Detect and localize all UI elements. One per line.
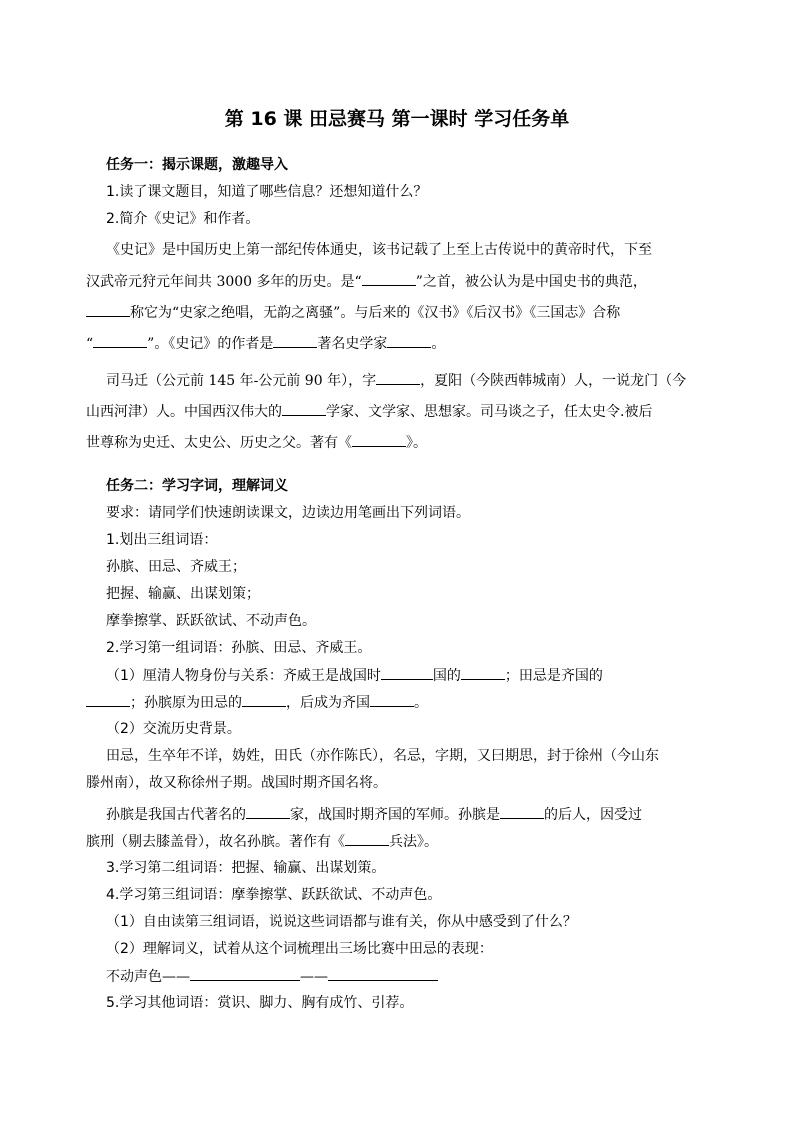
blank-15[interactable] — [500, 805, 544, 819]
word-group-1: 孙膑、田忌、齐威王； — [106, 559, 246, 575]
blank-13[interactable] — [370, 693, 414, 707]
blank-14[interactable] — [246, 805, 290, 819]
blank-1[interactable] — [362, 272, 416, 286]
blank-12[interactable] — [242, 693, 286, 707]
blank-2[interactable] — [86, 303, 130, 317]
author-intro-line-1: 司马迁（公元前 145 年-公元前 90 年），字 ，夏阳（今陕西韩城南）人，一说龙门（今 — [106, 373, 687, 389]
word-group-2: 把握、输赢、出谋划策； — [106, 586, 260, 602]
tianji-intro-line-1: 田忌，生卒年不详，妫姓，田氏（亦作陈氏），名忌，字期，又曰期思，封于徐州（今山东 — [106, 748, 659, 764]
word-group-3: 摩拳擦掌、跃跃欲试、不动声色。 — [106, 613, 316, 629]
sunbin-intro-line-1: 孙膑是我国古代著名的 家，战国时期齐国的军师。孙膑是 的后人，因受过 — [106, 807, 642, 823]
task2-step-4: 4.学习第三组词语：摩拳擦掌、跃跃欲试、不动声色。 — [106, 887, 442, 903]
page-title: 第 16 课 田忌赛马 第一课时 学习任务单 — [224, 108, 570, 130]
task1-question-2: 2.简介《史记》和作者。 — [106, 211, 260, 227]
step4-sub-2: （2）理解词义，试着从这个词梳理出三场比赛中田忌的表现： — [106, 941, 493, 957]
task2-step-3: 3.学习第二组词语：把握、输赢、出谋划策。 — [106, 860, 386, 876]
blank-18[interactable] — [328, 967, 438, 981]
author-intro-line-2: 山西河津）人。中国西汉伟大的 学家、文学家、思想家。司马谈之子，任太史令.被后 — [86, 404, 653, 420]
step2-sub-2: （2）交流历史背景。 — [106, 721, 241, 737]
blank-11[interactable] — [86, 693, 130, 707]
blank-5[interactable] — [387, 334, 431, 348]
step2-sub-1-line-2: ；孙膑原为田忌的 ，后成为齐国 。 — [86, 693, 428, 712]
step4-answer-line: 不动声色—— —— — [106, 967, 438, 986]
blank-3[interactable] — [93, 334, 147, 348]
task1-question-1: 1.读了课文题目，知道了哪些信息？还想知道什么？ — [106, 184, 428, 200]
shiji-intro-line-4: “ ”。《史记》的作者是 著名史学家 。 — [86, 336, 446, 352]
task2-requirement: 要求：请同学们快速朗读课文，边读边用笔画出下列词语。 — [106, 505, 470, 521]
task1-heading: 任务一：揭示课题，激趣导入 — [106, 157, 288, 173]
task2-step-1: 1.划出三组词语： — [106, 532, 218, 548]
author-intro-line-3: 世尊称为史迁、太史公、历史之父。著有《 》。 — [86, 435, 427, 451]
blank-4[interactable] — [273, 334, 317, 348]
blank-16[interactable] — [345, 832, 389, 846]
shiji-intro-line-1: 《史记》是中国历史上第一部纪传体通史，该书记载了上至上古传说中的黄帝时代，下至 — [106, 242, 652, 258]
shiji-intro-line-2: 汉武帝元狩元年间共 3000 多年的历史。是“ ”之首，被公认为是中国史书的典范， — [86, 274, 647, 290]
blank-7[interactable] — [282, 402, 326, 416]
step4-sub-1: （1）自由读第三组词语，说说这些词语都与谁有关，你从中感受到了什么？ — [106, 914, 577, 930]
blank-10[interactable] — [461, 666, 505, 680]
task2-step-2: 2.学习第一组词语：孙膑、田忌、齐威王。 — [106, 640, 372, 656]
shiji-intro-line-3: 称它为“史家之绝唱，无韵之离骚”。与后来的《汉书》《后汉书》《三国志》合称 — [86, 303, 620, 322]
blank-9[interactable] — [381, 666, 433, 680]
task2-step-5: 5.学习其他词语：赏识、脚力、胸有成竹、引荐。 — [106, 995, 414, 1011]
blank-6[interactable] — [376, 371, 420, 385]
blank-17[interactable] — [190, 967, 300, 981]
blank-8[interactable] — [352, 433, 406, 447]
step2-sub-1-line-1: （1）厘清人物身份与关系：齐威王是战国时 国的 ；田忌是齐国的 — [106, 668, 603, 684]
sunbin-intro-line-2: 膑刑（剔去膝盖骨），故名孙膑。著作有《 兵法》。 — [86, 834, 438, 850]
tianji-intro-line-2: 滕州南），故又称徐州子期。战国时期齐国名将。 — [86, 775, 387, 791]
task2-heading: 任务二：学习字词，理解词义 — [106, 478, 288, 494]
